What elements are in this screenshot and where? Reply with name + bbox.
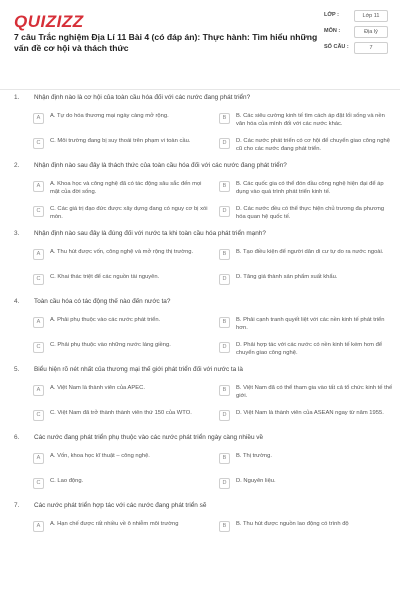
question-number: 1. <box>14 94 20 101</box>
answer-option-d[interactable] <box>219 136 395 154</box>
option-letter-box: D <box>219 478 230 489</box>
option-letter-box: C <box>33 342 44 353</box>
question-number: 3. <box>14 230 20 237</box>
option-text: B. Việt Nam đã có thể tham gia vào tất cả tổ chức kinh tế thế giới. <box>236 385 393 399</box>
question-list <box>0 94 400 545</box>
option-text: B. Tạo điều kiện để người dân di cư tự do ra nước ngoài. <box>236 249 384 255</box>
question-text: Toàn cầu hóa có tác động thế nào đến nước ta? <box>34 298 171 305</box>
option-text: A. Việt Nam là thành viên của APEC. <box>50 385 145 391</box>
option-letter-box: B <box>219 113 230 124</box>
answer-option-a[interactable] <box>33 179 209 197</box>
answer-option-a[interactable] <box>33 111 209 129</box>
answer-option-a[interactable] <box>33 451 209 469</box>
question-number: 7. <box>14 502 20 509</box>
answer-option-b[interactable] <box>219 315 395 333</box>
answer-option-d[interactable] <box>219 340 395 358</box>
option-text: A. Thu hút được vốn, công nghệ và mở rộng thị trường. <box>50 249 194 255</box>
worksheet-header <box>0 0 400 90</box>
option-text: C. Phải phụ thuộc vào những nước láng giềng. <box>50 342 171 348</box>
answer-options <box>0 247 400 290</box>
option-text: C. Các giá trị đạo đức được xây dựng đang có nguy cơ bị xói mòn. <box>50 206 208 220</box>
option-text: D. Tăng giá thành sản phẩm xuất khẩu. <box>236 274 338 280</box>
worksheet-title: 7 câu Trắc nghiệm Địa Lí 11 Bài 4 (có đáp án): Thực hành: Tìm hiểu những vấn đề cơ hội và thách thức <box>14 32 318 53</box>
answer-option-b[interactable] <box>219 451 395 469</box>
option-letter-box: D <box>219 206 230 217</box>
answer-options <box>0 519 400 537</box>
question-6 <box>0 434 400 494</box>
answer-option-a[interactable] <box>33 519 209 537</box>
class-label: LỚP : <box>324 12 339 18</box>
option-letter-box: B <box>219 249 230 260</box>
answer-option-c[interactable] <box>33 204 209 222</box>
answer-option-b[interactable] <box>219 519 395 537</box>
question-2 <box>0 162 400 222</box>
option-text: D. Các nước phát triển có cơ hội để chuyển giao công nghệ cũ cho các nước đang phát triển. <box>236 138 390 152</box>
option-letter-box: A <box>33 317 44 328</box>
question-3 <box>0 230 400 290</box>
option-letter-box: C <box>33 138 44 149</box>
option-letter-box: A <box>33 181 44 192</box>
answer-option-b[interactable] <box>219 247 395 265</box>
option-letter-box: A <box>33 113 44 124</box>
question-text: Nhận định nào là cơ hội của toàn cầu hóa đối với các nước đang phát triển? <box>34 94 251 101</box>
question-number: 2. <box>14 162 20 169</box>
answer-option-c[interactable] <box>33 340 209 358</box>
answer-options <box>0 383 400 426</box>
option-text: A. Khoa học và công nghệ đã có tác động sâu sắc đến mọi mặt của đời sống. <box>50 181 202 195</box>
option-letter-box: C <box>33 478 44 489</box>
option-text: D. Phải hợp tác với các nước có nền kinh tế kém hơn để chuyển giao công nghệ. <box>236 342 383 356</box>
answer-option-c[interactable] <box>33 408 209 426</box>
option-text: A. Hạn chế được rất nhiều về ô nhiễm môi trường <box>50 521 179 527</box>
subject-label: MÔN : <box>324 28 341 34</box>
count-label: SỐ CÂU : <box>324 44 349 50</box>
question-text: Các nước phát triển hợp tác với các nước đang phát triển sẽ <box>34 502 207 509</box>
answer-option-d[interactable] <box>219 272 395 290</box>
answer-option-c[interactable] <box>33 476 209 494</box>
option-text: B. Các quốc gia có thể đón đầu công nghệ hiện đại để áp dụng vào quá trình phát triển kinh tế. <box>236 181 384 195</box>
answer-option-b[interactable] <box>219 111 395 129</box>
option-letter-box: C <box>33 206 44 217</box>
option-letter-box: C <box>33 410 44 421</box>
question-text: Các nước đang phát triển phụ thuộc vào các nước phát triển ngày càng nhiều về <box>34 434 264 441</box>
class-value: Lớp 11 <box>354 10 388 22</box>
option-text: B. Thu hút được nguồn lao động có trình độ <box>236 521 349 527</box>
option-text: D. Nguyên liệu. <box>236 478 276 484</box>
option-text: C. Khai thác triệt để các nguồn tài nguyên. <box>50 274 160 280</box>
option-text: B. Phải cạnh tranh quyết liệt với các nền kinh tế phát triển hơn. <box>236 317 385 331</box>
answer-option-d[interactable] <box>219 408 395 426</box>
subject-row <box>324 26 388 38</box>
answer-option-d[interactable] <box>219 476 395 494</box>
option-letter-box: D <box>219 138 230 149</box>
answer-options <box>0 111 400 154</box>
option-letter-box: A <box>33 521 44 532</box>
answer-option-a[interactable] <box>33 247 209 265</box>
header-divider <box>0 89 400 90</box>
option-letter-box: B <box>219 385 230 396</box>
subject-value: Địa lý <box>354 26 388 38</box>
worksheet-meta <box>324 10 388 58</box>
question-number: 6. <box>14 434 20 441</box>
answer-option-b[interactable] <box>219 383 395 401</box>
option-text: B. Các siêu cường kinh tế tìm cách áp đặt lối sống và nền văn hóa của mình đối với các nước khác. <box>236 113 385 127</box>
option-text: C. Việt Nam đã trở thành thành viên thứ 150 của WTO. <box>50 410 192 416</box>
question-1 <box>0 94 400 154</box>
question-7 <box>0 502 400 537</box>
option-text: D. Việt Nam là thành viên của ASEAN ngay từ năm 1955. <box>236 410 384 416</box>
question-4 <box>0 298 400 358</box>
answer-option-d[interactable] <box>219 204 395 222</box>
option-letter-box: D <box>219 410 230 421</box>
option-letter-box: C <box>33 274 44 285</box>
quizizz-logo[interactable]: QUIZIZZ <box>14 12 84 31</box>
answer-option-a[interactable] <box>33 315 209 333</box>
option-letter-box: B <box>219 521 230 532</box>
question-text: Biểu hiện rõ nét nhất của thương mại thế giới phát triển đối với nước ta là <box>34 366 243 373</box>
option-letter-box: B <box>219 181 230 192</box>
option-letter-box: A <box>33 249 44 260</box>
answer-option-c[interactable] <box>33 272 209 290</box>
question-5 <box>0 366 400 426</box>
class-row <box>324 10 388 22</box>
answer-option-c[interactable] <box>33 136 209 154</box>
count-value: 7 <box>354 42 388 54</box>
answer-options <box>0 179 400 222</box>
option-letter-box: A <box>33 385 44 396</box>
question-text: Nhận định nào sau đây là đúng đối với nước ta khi toàn cầu hóa phát triển mạnh? <box>34 230 266 237</box>
option-text: A. Vốn, khoa học kĩ thuật – công nghệ. <box>50 453 150 459</box>
option-letter-box: B <box>219 453 230 464</box>
option-text: C. Lao động. <box>50 478 84 484</box>
option-text: B. Thị trường. <box>236 453 272 459</box>
question-text: Nhận định nào sau đây là thách thức của toàn cầu hóa đối với các nước đang phát triển? <box>34 162 287 169</box>
option-letter-box: A <box>33 453 44 464</box>
answer-options <box>0 451 400 494</box>
count-row <box>324 42 388 54</box>
option-letter-box: B <box>219 317 230 328</box>
question-number: 5. <box>14 366 20 373</box>
option-text: A. Tự do hóa thương mại ngày càng mở rộng. <box>50 113 169 119</box>
answer-options <box>0 315 400 358</box>
question-number: 4. <box>14 298 20 305</box>
option-text: A. Phải phụ thuộc vào các nước phát triển. <box>50 317 161 323</box>
option-letter-box: D <box>219 342 230 353</box>
answer-option-a[interactable] <box>33 383 209 401</box>
answer-option-b[interactable] <box>219 179 395 197</box>
option-text: C. Môi trường đang bị suy thoái trên phạm vi toàn cầu. <box>50 138 191 144</box>
option-text: D. Các nước đều có thể thực hiện chủ trương đa phương hóa quan hệ quốc tế. <box>236 206 385 220</box>
option-letter-box: D <box>219 274 230 285</box>
